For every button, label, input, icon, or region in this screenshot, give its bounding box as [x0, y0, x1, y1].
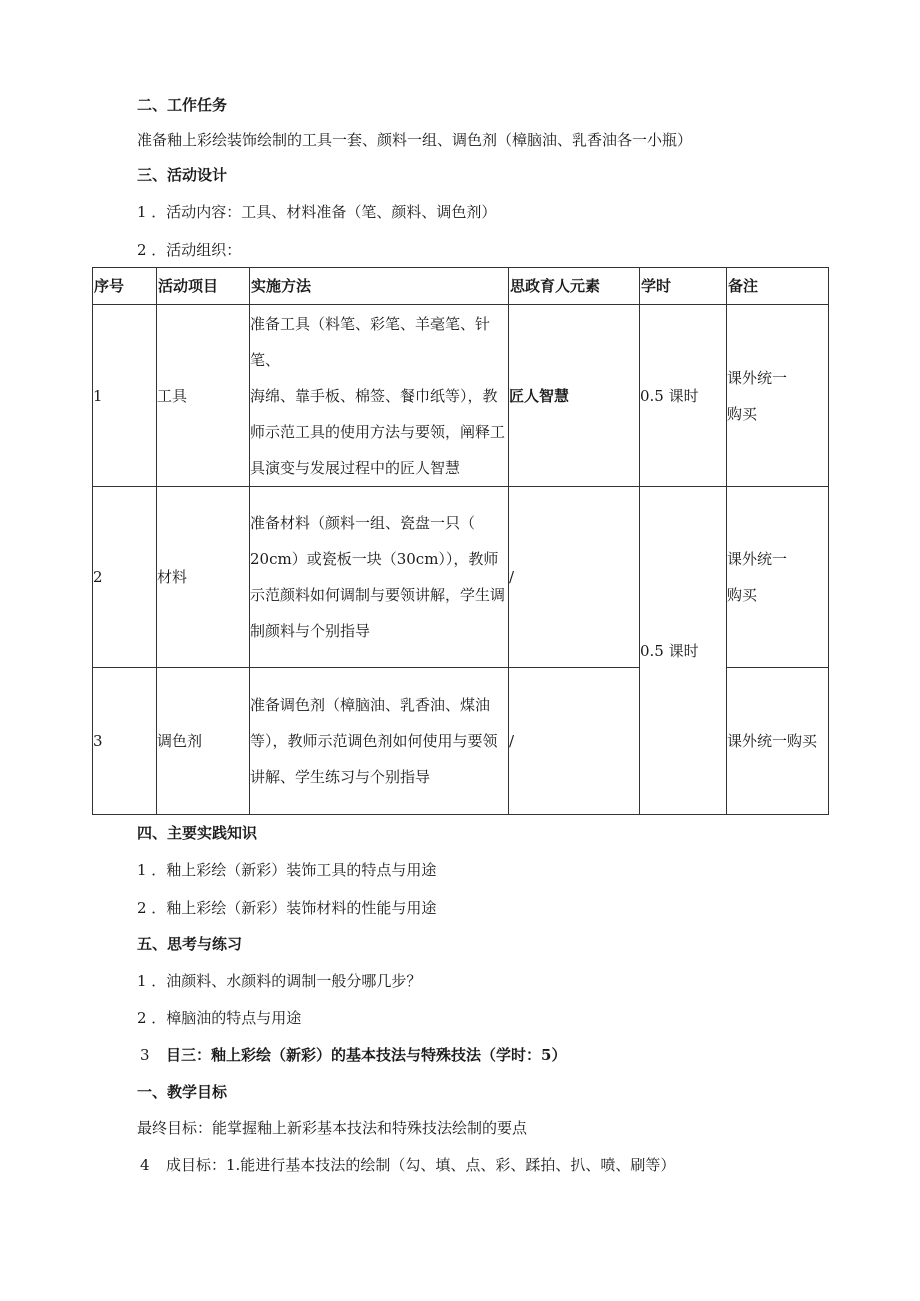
section4-heading: 四、主要实践知识 [137, 824, 258, 842]
row-element: 匠人智慧 [509, 305, 640, 487]
activity-table [92, 267, 829, 815]
row-no: 2 [93, 487, 157, 668]
project3-number: 3 [140, 1046, 150, 1064]
row-method: 准备工具（料笔、彩笔、羊毫笔、针笔、 海绵、靠手板、棉签、餐巾纸等），教 师示范工具的使用方法与要领，阐释工 具演变与发展过程中的匠人智慧 [250, 305, 509, 487]
row-no: 3 [93, 668, 157, 815]
row-method: 准备材料（颜料一组、瓷盘一只（ 20cm）或瓷板一块（30cm）），教师 示范颜料如何调制与要领讲解，学生调 制颜料与个别指导 [250, 487, 509, 668]
header-item: 活动项目 [157, 268, 250, 305]
row-note: 课外统一 购买 [727, 305, 829, 487]
row-item: 调色剂 [157, 668, 250, 815]
section5-item2: 2 ．樟脑油的特点与用途 [137, 1009, 302, 1027]
row-item: 材料 [157, 487, 250, 668]
table-header-row [93, 268, 829, 305]
section3-item2: 2 ．活动组织： [137, 241, 242, 259]
row-hours: 0.5 课时 [640, 487, 727, 815]
row-element: / [509, 487, 640, 668]
row-note: 课外统一 购买 [727, 487, 829, 668]
header-method: 实施方法 [250, 268, 509, 305]
header-hours: 学时 [640, 268, 727, 305]
header-element: 思政育人元素 [509, 268, 640, 305]
row-method: 准备调色剂（樟脑油、乳香油、煤油 等），教师示范调色剂如何使用与要领 讲解、学生练习与个别指导 [250, 668, 509, 815]
section5-heading: 五、思考与练习 [137, 935, 243, 953]
section4-item2: 2 ．釉上彩绘（新彩）装饰材料的性能与用途 [137, 899, 437, 917]
section3-item1: 1 ．活动内容：工具、材料准备（笔、颜料、调色剂） [137, 203, 497, 221]
teaching-heading: 一、教学目标 [137, 1083, 228, 1101]
table-row [93, 487, 829, 668]
sub-goal-number: 4 [140, 1156, 150, 1174]
row-element: / [509, 668, 640, 815]
section2-body: 准备釉上彩绘装饰绘制的工具一套、颜料一组、调色剂（樟脑油、乳香油各一小瓶） [137, 131, 693, 149]
header-no: 序号 [93, 268, 157, 305]
section3-heading: 三、活动设计 [137, 166, 228, 184]
row-note: 课外统一购买 [727, 668, 829, 815]
row-item: 工具 [157, 305, 250, 487]
final-goal: 最终目标：能掌握釉上新彩基本技法和特殊技法绘制的要点 [137, 1119, 528, 1137]
section4-item1: 1 ．釉上彩绘（新彩）装饰工具的特点与用途 [137, 861, 437, 879]
sub-goal: 成目标：1.能进行基本技法的绘制（勾、填、点、彩、蹂拍、扒、喷、刷等） [166, 1156, 676, 1174]
row-hours: 0.5 课时 [640, 305, 727, 487]
table-row [93, 305, 829, 487]
project3-title: 目三：釉上彩绘（新彩）的基本技法与特殊技法（学时：5） [166, 1046, 567, 1064]
header-note: 备注 [727, 268, 829, 305]
section5-item1: 1 ．油颜料、水颜料的调制一般分哪几步？ [137, 972, 422, 990]
section2-heading: 二、工作任务 [137, 96, 228, 114]
row-no: 1 [93, 305, 157, 487]
